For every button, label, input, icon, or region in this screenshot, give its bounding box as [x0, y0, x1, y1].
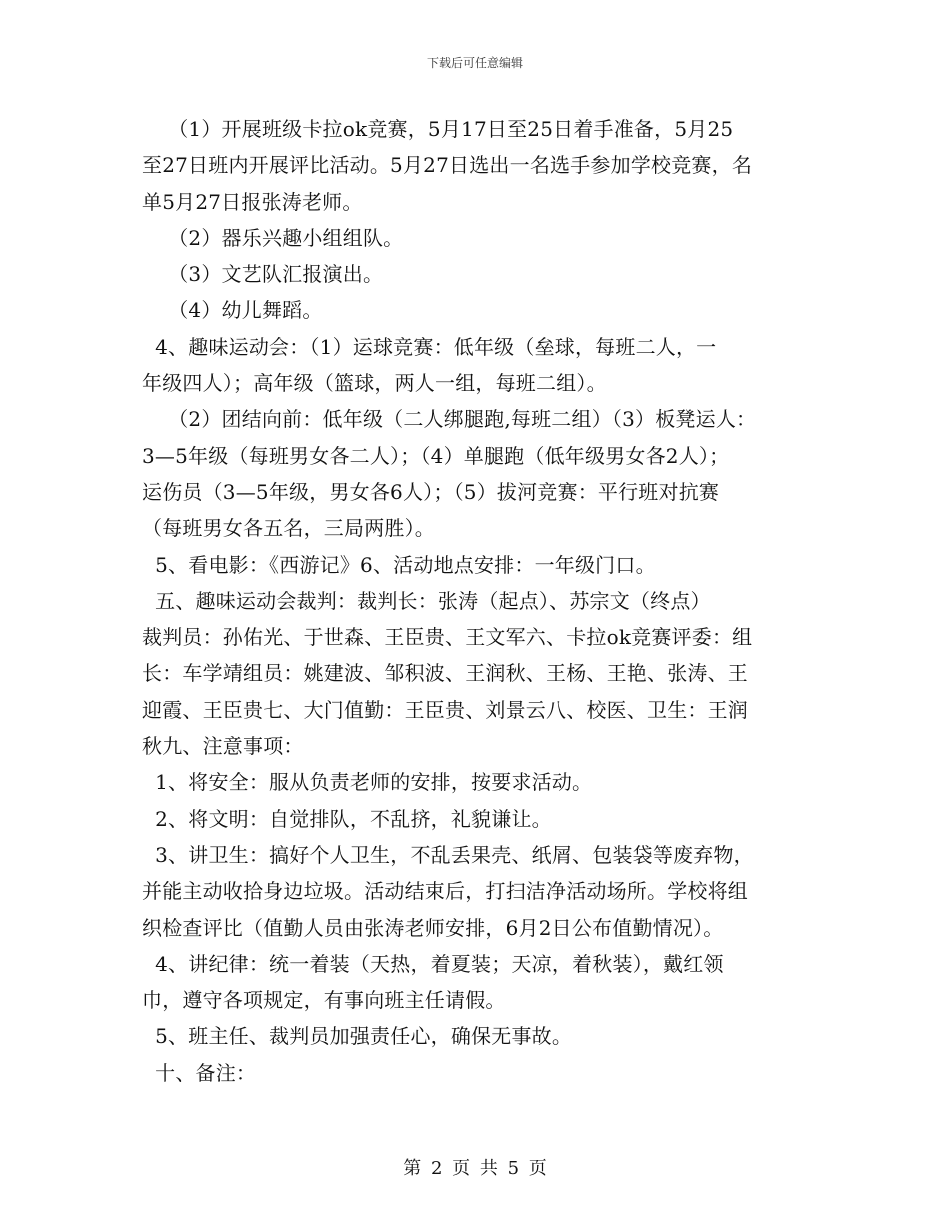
text-line: （1）开展班级卡拉ok竞赛，5月17日至25日着手准备，5月25	[142, 117, 734, 141]
text-line: 2、将文明：自觉排队，不乱挤，礼貌谦让。	[142, 806, 552, 831]
text-line: 5、班主任、裁判员加强责任心，确保无事故。	[142, 1024, 573, 1049]
text-line: 4、讲纪律：统一着装（天热，着夏装；天凉，着秋装），戴红领	[142, 951, 724, 976]
text-line: 运伤员（3—5年级，男女各6人）；（5）拔河竞赛：平行班对抗赛	[142, 479, 720, 504]
text-line: （2）团结向前：低年级（二人绑腿跑,每班二组）（3）板凳运人：	[142, 407, 757, 432]
text-line: 并能主动收拾身边垃圾。活动结束后，打扫洁净活动场所。学校将组	[142, 879, 748, 904]
text-line: 3—5年级（每班男女各二人）；（4）单腿跑（低年级男女各2人）；	[142, 443, 730, 468]
text-line: 5、看电影：《西游记》6、活动地点安排：一年级门口。	[142, 552, 656, 577]
text-line: （3）文艺队汇报演出。	[142, 262, 384, 287]
text-line: 年级四人）；高年级（篮球，两人一组，每班二组）。	[142, 371, 607, 396]
text-line: 裁判员：孙佑光、于世森、王臣贵、王文军六、卡拉ok竞赛评委：组	[142, 625, 753, 650]
text-line: （4）幼儿舞蹈。	[142, 298, 323, 323]
text-line: 秋九、注意事项：	[142, 734, 304, 759]
text-line: 长：车学靖组员：姚建波、邹积波、王润秋、王杨、王艳、张涛、王	[142, 661, 748, 686]
document-body	[142, 111, 822, 1091]
text-line: 3、讲卫生：搞好个人卫生，不乱丢果壳、纸屑、包装袋等废弃物，	[142, 842, 754, 867]
text-line: 迎霞、王臣贵七、大门值勤：王臣贵、刘景云八、校医、卫生：王润	[142, 697, 748, 722]
text-line: （2）器乐兴趣小组组队。	[142, 225, 404, 250]
text-line: 五、趣味运动会裁判：裁判长：张涛（起点）、苏宗文（终点）	[142, 588, 711, 613]
page-header: 下载后可任意编辑	[426, 56, 523, 70]
text-line: 至27日班内开展评比活动。5月27日选出一名选手参加学校竞赛，名	[142, 153, 753, 178]
text-line: 织检查评比（值勤人员由张涛老师安排，6月2日公布值勤情况）。	[142, 915, 724, 940]
page-footer: 第 2 页 共 5 页	[403, 1158, 547, 1179]
text-line: 4、趣味运动会：（1）运球竞赛：低年级（垒球，每班二人，一	[142, 334, 717, 359]
text-line: 1、将安全：服从负责老师的安排，按要求活动。	[142, 770, 593, 795]
text-line: 单5月27日报张涛老师。	[142, 189, 363, 214]
text-line: 巾，遵守各项规定，有事向班主任请假。	[142, 988, 506, 1013]
text-line: （每班男女各五名，三局两胜）。	[142, 516, 435, 541]
text-line: 十、备注：	[142, 1060, 257, 1085]
